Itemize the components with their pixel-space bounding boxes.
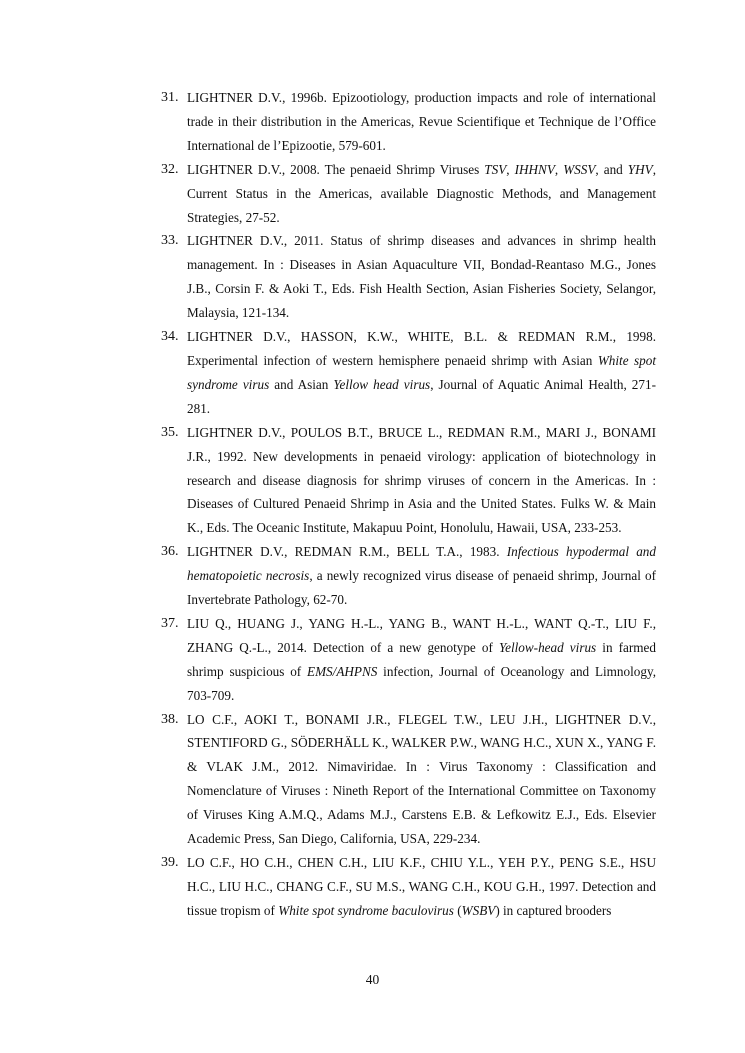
reference-text	[187, 425, 656, 536]
italic-term: White spot syndrome baculovirus	[278, 902, 454, 918]
reference-text	[187, 616, 656, 703]
reference-text	[187, 544, 656, 607]
reference-item	[161, 540, 656, 612]
text-run: LO C.F., AOKI T., BONAMI J.R., FLEGEL T.W., LEU J.H., LIGHTNER D.V., STENTIFORD G., SÖDERHÄLL K., WALKER P.W., WANG H.C., XUN X., YANG F. & VLAK J.M., 2012. Nimaviridae. In : Virus Taxonomy : Classification and Nomenclature of Viruses : Nineth Report of the International Committee on Taxonomy of Viruses King A.M.Q., Adams M.J., Carstens E.B. & Lefkowitz E.J., Eds. Elsevier Academic Press, San Diego, California, USA, 229-234.	[187, 711, 656, 847]
italic-term: Yellow-head virus	[498, 639, 597, 655]
italic-term: Yellow head virus	[333, 376, 431, 392]
reference-number: 36.	[161, 544, 179, 560]
text-run: LIGHTNER D.V., 2008. The penaeid Shrimp Viruses	[187, 161, 485, 177]
reference-item	[161, 158, 656, 230]
text-run: LIGHTNER D.V., 2011. Status of shrimp diseases and advances in shrimp health management. In : Diseases in Asian Aquaculture VII, Bondad-Reantaso M.G., Jones J.B., Corsin F. & Aoki T., Eds. Fish Health Section, Asian Fisheries Society, Selangor, Malaysia, 121-134.	[187, 233, 656, 321]
reference-list	[161, 86, 656, 923]
text-run: in farmed shrimp suspicious of	[187, 639, 656, 679]
reference-number: 33.	[161, 233, 179, 249]
reference-number: 39.	[161, 855, 179, 870]
text-run: LIGHTNER D.V., 1996b. Epizootiology, production impacts and role of international trade in their distribution in the Americas, Revue Scientifique et Technique de l’Office International de l’Epizootie, 579-601.	[187, 90, 656, 153]
reference-item	[161, 612, 656, 708]
text-run: infection, Journal of Oceanology and Limnology, 703-709.	[187, 663, 656, 703]
italic-term: TSV	[484, 161, 507, 177]
reference-number: 37.	[161, 615, 179, 631]
text-run: , Journal of Aquatic Animal Health, 271-281.	[187, 376, 656, 416]
text-run: LIGHTNER D.V., HASSON, K.W., WHITE, B.L. & REDMAN R.M., 1998. Experimental infection of western hemisphere penaeid shrimp with Asian	[187, 329, 656, 368]
reference-number: 31.	[161, 90, 179, 105]
reference-number: 38.	[161, 711, 179, 727]
text-run: ,	[554, 161, 564, 177]
reference-text	[187, 329, 656, 416]
reference-text	[187, 90, 656, 153]
reference-item	[161, 86, 656, 158]
reference-number: 35.	[161, 424, 179, 440]
reference-item	[161, 325, 656, 421]
reference-item	[161, 851, 656, 923]
text-run: ) in captured brooders	[495, 902, 612, 918]
reference-text	[187, 233, 656, 320]
text-run: , Current Status in the Americas, available Diagnostic Methods, and Management Strategies, 27-52.	[187, 161, 657, 225]
text-run: , a newly recognized virus disease of penaeid shrimp, Journal of Invertebrate Pathology, 62-70.	[187, 568, 656, 608]
italic-term: YHV	[627, 161, 653, 177]
italic-term: IHHNV	[514, 161, 555, 177]
reference-text	[187, 855, 656, 918]
text-run: ,	[506, 161, 515, 177]
reference-item	[161, 708, 656, 851]
text-run: and Asian	[269, 376, 334, 392]
reference-text	[187, 712, 656, 847]
italic-term: White spot syndrome virus	[187, 352, 656, 392]
italic-term: EMS/AHPNS	[307, 663, 378, 679]
text-run: (	[453, 902, 462, 918]
reference-number: 32.	[161, 161, 179, 177]
italic-term: WSBV	[461, 902, 496, 918]
text-run: , and	[595, 161, 628, 177]
italic-term: Infectious hypodermal and hematopoietic necrosis	[187, 544, 656, 584]
reference-item	[161, 229, 656, 325]
text-run: LO C.F., HO C.H., CHEN C.H., LIU K.F., CHIU Y.L., YEH P.Y., PENG S.E., HSU H.C., LIU H.C., CHANG C.F., SU M.S., WANG C.H., KOU G.H., 1997. Detection and tissue tropism of	[187, 855, 656, 918]
text-run: LIGHTNER D.V., POULOS B.T., BRUCE L., REDMAN R.M., MARI J., BONAMI J.R., 1992. New developments in penaeid virology: application of biotechnology in research and disease diagnosis for shrimp viruses of concern in the Americas. In : Diseases of Cultured Penaeid Shrimp in Asia and the United States. Fulks W. & Main K., Eds. The Oceanic Institute, Makapuu Point, Honolulu, Hawaii, USA, 233-253.	[187, 424, 656, 536]
reference-item	[161, 421, 656, 541]
italic-term: WSSV	[563, 161, 596, 177]
text-run: LIU Q., HUANG J., YANG H.-L., YANG B., WANT H.-L., WANT Q.-T., LIU F., ZHANG Q.-L., 2014. Detection of a new genotype of	[187, 615, 656, 655]
text-run: LIGHTNER D.V., REDMAN R.M., BELL T.A., 1983.	[187, 544, 507, 560]
page-number: 40	[365, 972, 380, 987]
reference-text	[187, 162, 656, 225]
reference-number: 34.	[161, 329, 179, 345]
